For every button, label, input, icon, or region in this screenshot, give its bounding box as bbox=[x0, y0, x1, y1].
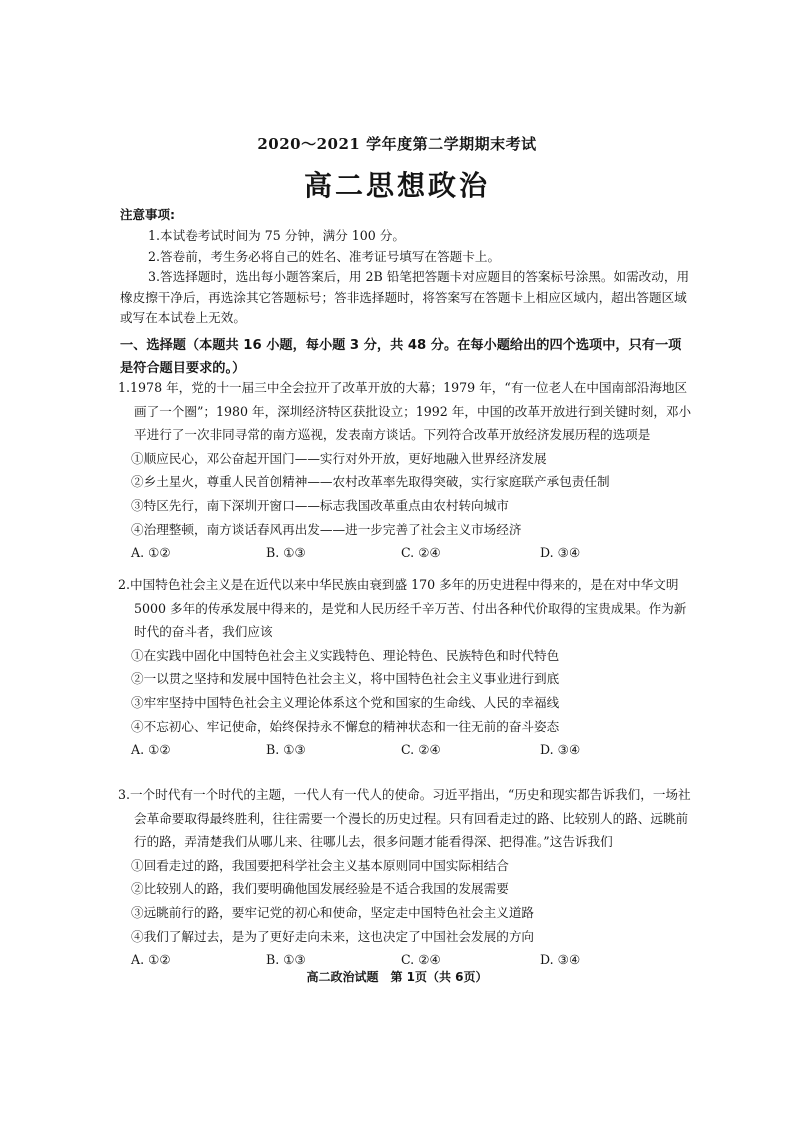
section-heading: 一、选择题（本题共 16 小题，每小题 3 分，共 48 分。在每小题给出的四个选项中，只有一项是符合题目要求的。） bbox=[120, 338, 682, 376]
question-stem bbox=[118, 783, 692, 854]
option-a: A. ①② bbox=[131, 545, 171, 561]
option-a: A. ①② bbox=[131, 742, 171, 758]
statement: ①顺应民心，邓公奋起开国门——实行对外开放，更好地融入世界经济发展 bbox=[131, 450, 547, 466]
question-stem bbox=[118, 376, 692, 447]
statement: ②乡土星火，尊重人民首创精神——农村改革率先取得突破，实行家庭联产承包责任制 bbox=[131, 474, 610, 490]
statement: ③远眺前行的路，要牢记党的初心和使命，坚定走中国特色社会主义道路 bbox=[131, 904, 534, 920]
statement: ③牢牢坚持中国特色社会主义理论体系这个党和国家的生命线、人民的幸福线 bbox=[131, 694, 560, 710]
notice-item: 2.答卷前，考生务必将自己的姓名、准考证号填写在答题卡上。 bbox=[148, 248, 501, 264]
option-d: D. ③④ bbox=[540, 742, 581, 758]
statement: ①在实践中固化中国特色社会主义实践特色、理论特色、民族特色和时代特色 bbox=[131, 647, 560, 663]
notice-item: 3.答选择题时，选出每小题答案后，用 2B 铅笔把答题卡对应题目的答案标号涂黑。如需改动，用橡皮擦干净后，再选涂其它答题标号；答非选择题时，将答案写在答题卡上相应区域内，超出答题区域或写在本试卷上无效。 bbox=[120, 269, 690, 325]
notice-heading: 注意事项: bbox=[120, 207, 175, 222]
question-3 bbox=[118, 783, 692, 972]
question-2 bbox=[118, 573, 692, 762]
notice-block bbox=[120, 204, 690, 329]
statement: ②比较别人的路，我们要明确他国发展经验是不适合我国的发展需要 bbox=[131, 881, 509, 897]
option-b: B. ①③ bbox=[266, 545, 306, 561]
option-d: D. ③④ bbox=[540, 545, 581, 561]
question-text: 1978 年，党的十一届三中全会拉开了改革开放的大幕；1979 年，“有一位老人在中国南部沿海地区画了一个圈”；1980 年，深圳经济特区获批设立；1992 年，中国的改革开放进行到关键时刻，邓小平进行了一次非同寻常的南方巡视，发表南方谈话。下列符合改革开放经济发展历程的选项是 bbox=[130, 380, 692, 443]
statement: ③特区先行，南下深圳开窗口——标志我国改革重点由农村转向城市 bbox=[131, 497, 509, 513]
statement: ②一以贯之坚持和发展中国特色社会主义，将中国特色社会主义事业进行到底 bbox=[131, 671, 560, 687]
option-c: C. ②④ bbox=[401, 545, 441, 561]
option-d: D. ③④ bbox=[540, 952, 581, 968]
question-text: 中国特色社会主义是在近代以来中华民族由衰到盛 170 多年的历史进程中得来的，是在对中华文明 5000 多年的传承发展中得来的，是党和人民历经千辛万苦、付出各种代价取得的宝贵成果。作为新时代的奋斗者，我们应该 bbox=[130, 577, 687, 640]
statement: ④不忘初心、牢记使命，始终保持永不懈怠的精神状态和一往无前的奋斗姿态 bbox=[131, 718, 560, 734]
notice-item: 1.本试卷考试时间为 75 分钟，满分 100 分。 bbox=[148, 228, 405, 243]
option-c: C. ②④ bbox=[401, 742, 441, 758]
answer-options bbox=[118, 541, 692, 565]
exam-year-heading: 2020～2021 学年度第二学期期末考试 bbox=[257, 135, 537, 153]
option-c: C. ②④ bbox=[401, 952, 441, 968]
option-b: B. ①③ bbox=[266, 952, 306, 968]
question-text: 一个时代有一个时代的主题，一代人有一代人的使命。习近平指出，“历史和现实都告诉我们，一场社会革命要取得最终胜利，往往需要一个漫长的历史过程。只有回看走过的路、比较别人的路、远眺前行的路，弄清楚我们从哪儿来、往哪儿去，很多问题才能看得深、把得准。”这告诉我们 bbox=[130, 787, 691, 850]
answer-options bbox=[118, 738, 692, 762]
option-a: A. ①② bbox=[131, 952, 171, 968]
option-b: B. ①③ bbox=[266, 742, 306, 758]
question-number: 1. bbox=[118, 380, 131, 395]
statement: ④治理整顿，南方谈话春风再出发——进一步完善了社会主义市场经济 bbox=[131, 521, 522, 537]
question-number: 3. bbox=[118, 787, 131, 802]
question-stem bbox=[118, 573, 692, 644]
page-footer: 高二政治试题 第 1页（共 6页） bbox=[306, 970, 488, 984]
statement: ④我们了解过去，是为了更好走向未来，这也决定了中国社会发展的方向 bbox=[131, 928, 534, 944]
question-number: 2. bbox=[118, 577, 131, 592]
exam-title: 高二思想政治 bbox=[303, 169, 490, 202]
question-1 bbox=[118, 376, 692, 565]
statement: ①回看走过的路，我国要把科学社会主义基本原则同中国实际相结合 bbox=[131, 857, 509, 873]
